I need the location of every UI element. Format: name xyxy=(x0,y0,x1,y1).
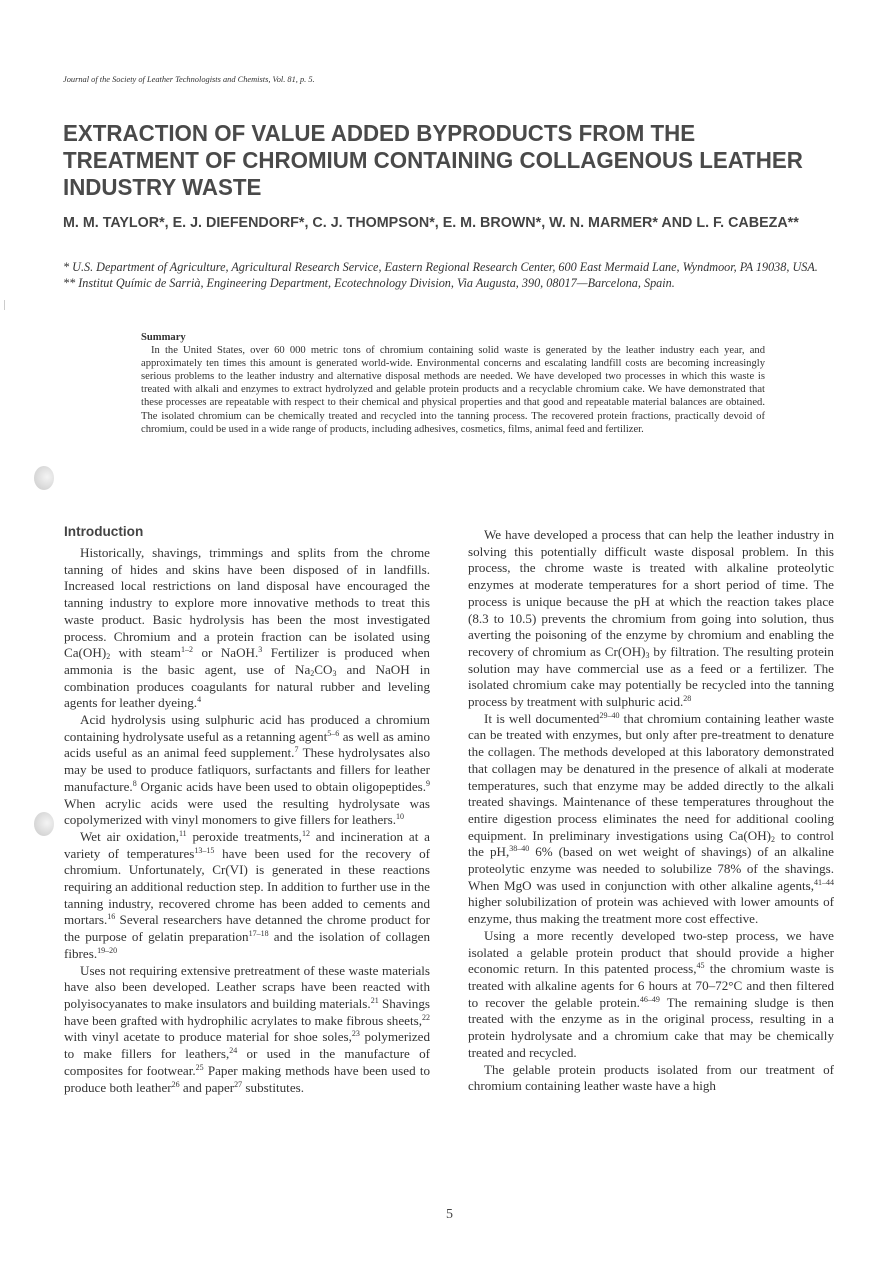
citation-superscript: 28 xyxy=(683,694,692,704)
citation-superscript: 46–49 xyxy=(639,994,660,1004)
paragraph: We have developed a process that can help the leather industry in solving this potentially difficult waste disposal problem. In this process, the chrome waste is treated with alkaline proteolytic enzymes at moderate temperatures for a short period of time. The process is unique because the pH at which the reaction takes place (8.3 to 10.5) prevents the chromium from going into solution, thus averting the poisoning of the enzyme by chromium and enabling the recovery of chromium as $Cr(OH)_3$ by filtration. The resulting protein solution may have commercial use as a feed or a fertilizer. The isolated chromium cake may potentially be recycled into the tanning process by treatment with sulphuric acid.$^{28}$ xyxy=(468,527,834,710)
citation-superscript: 8 xyxy=(132,778,137,788)
right-paragraphs xyxy=(468,527,834,1095)
subscript: 2 xyxy=(106,652,111,662)
summary-section xyxy=(141,331,765,436)
citation-superscript: 3 xyxy=(258,645,263,655)
citation-superscript: 22 xyxy=(422,1012,430,1022)
scan-edge-mark xyxy=(4,300,5,310)
citation-superscript: 16 xyxy=(107,912,116,922)
citation-superscript: 29–40 xyxy=(599,710,620,720)
paragraph: Using a more recently developed two-step process, we have isolated a gelable protein product that should provide a higher economic return. In this patented process,$^{45}$ the chromium waste is treated with alkaline agents for 6 hours at 70–72°C and then filtered to recover the gelable protein.$^{46-49}$ The remaining sludge is then treated with the enzyme as in the original process, resulting in a protein hydrolysate and a chromium cake that may be chemically treated and recycled. xyxy=(468,927,834,1060)
punch-hole-mark xyxy=(34,466,54,490)
citation-superscript: 4 xyxy=(197,695,202,705)
paragraph: It is well documented$^{29-40}$ that chromium containing leather waste can be treated with enzymes, but only after pre-treatment to denature the collagen. The methods developed at this laboratory demonstrated that collagen may be denatured in the presence of alkali at moderate temperatures, such that enzyme may be added directly to the alkali treated shavings. Maintenance of these temperatures throughout the entire digestion process eliminates the need for additional cooling equipment. In preliminary investigations using $Ca(OH)_2$ to control the pH,$^{38-40}$ 6% (based on wet weight of shavings) of an alkaline proteolytic enzyme was needed to solubilize 78% of the shavings. When MgO was used in conjunction with other alkaline agents,$^{41-44}$ higher solubilization of protein was achieved with lower amounts of enzyme, thus making the treatment more cost effective. xyxy=(468,710,834,927)
citation-superscript: 27 xyxy=(234,1079,243,1089)
citation-superscript: 23 xyxy=(351,1029,360,1039)
citation-superscript: 7 xyxy=(294,745,299,755)
left-column xyxy=(64,524,430,1096)
citation-superscript: 5–6 xyxy=(327,728,340,738)
citation-superscript: 24 xyxy=(229,1046,238,1056)
subscript: 3 xyxy=(332,668,337,678)
citation-superscript: 12 xyxy=(301,828,310,838)
subscript: 2 xyxy=(771,834,776,844)
subscript: 2 xyxy=(310,668,315,678)
subscript: 3 xyxy=(645,650,650,660)
paper-title: EXTRACTION OF VALUE ADDED BYPRODUCTS FROM THE TREATMENT OF CHROMIUM CONTAINING COLLAGENOUS LEATHER INDUSTRY WASTE xyxy=(63,120,803,200)
paragraph: The gelable protein products isolated from our treatment of chromium containing leather waste have a high xyxy=(468,1061,834,1094)
citation-superscript: 10 xyxy=(396,812,404,822)
introduction-heading: Introduction xyxy=(64,524,144,539)
paragraph: Wet air oxidation,$^{11}$ peroxide treatments,$^{12}$ and incineration at a variety of temperatures$^{13-15}$ have been used for the recovery of chromium. Unfortunately, Cr(VI) is generated in these reactions requiring an additional reduction step. In addition to further use in the tanning industry, recovered chrome has been added to cements and mortars.$^{16}$ Several researchers have detanned the chrome product for the purpose of gelatin preparation$^{17-18}$ and the isolation of collagen fibres.$^{19-20}$ xyxy=(64,828,430,961)
paragraph: Historically, shavings, trimmings and splits from the chrome tanning of hides and skins have been disposed of in landfills. Increased local restrictions on land disposal have encouraged the tanning industry to explore more innovative methods to treat this waste product. Basic hydrolysis has been the most investigated process. Chromium and a protein fraction can be isolated using $Ca(OH)_2$ with steam$^{1-2}$ or NaOH.$^3$ Fertilizer is produced when ammonia is the basic agent, use of $Na_2CO_3$ and NaOH in combination produces coagulants for natural rubber and leveling agents for leather dyeing.$^4$ xyxy=(64,545,430,711)
author-list: M. M. TAYLOR*, E. J. DIEFENDORF*, C. J. THOMPSON*, E. M. BROWN*, W. N. MARMER* AND L. F. CABEZA** xyxy=(63,215,799,231)
affiliations xyxy=(63,259,863,291)
citation-superscript: 13–15 xyxy=(194,845,215,855)
journal-header: Journal of the Society of Leather Technologists and Chemists, Vol. 81, p. 5. xyxy=(63,75,315,84)
citation-superscript: 45 xyxy=(696,961,705,971)
summary-heading: Summary xyxy=(141,332,186,343)
citation-superscript: 41–44 xyxy=(814,877,834,887)
citation-superscript: 25 xyxy=(195,1062,204,1072)
citation-superscript: 26 xyxy=(171,1079,180,1089)
affiliation-iqs: ** Institut Químic de Sarrià, Engineering Department, Ecotechnology Division, Via Augusta, 390, 08017—Barcelona, Spain. xyxy=(63,276,675,290)
left-paragraphs xyxy=(64,545,430,1096)
citation-superscript: 1–2 xyxy=(180,645,193,655)
citation-superscript: 11 xyxy=(178,828,187,838)
citation-superscript: 19–20 xyxy=(97,945,118,955)
citation-superscript: 9 xyxy=(426,778,430,788)
paragraph: Uses not requiring extensive pretreatment of these waste materials have also been developed. Leather scraps have been reacted with polyisocyanates to make insulators and building materials.$^{21}$ Shavings have been grafted with hydrophilic acrylates to make fibrous sheets,$^{22}$ with vinyl acetate to produce material for shoe soles,$^{23}$ polymerized to make fillers for leathers,$^{24}$ or used in the manufacture of composites for footwear.$^{25}$ Paper making methods have been used to produce both leather$^{26}$ and paper$^{27}$ substitutes. xyxy=(64,962,431,1095)
punch-hole-mark xyxy=(34,812,54,836)
paragraph: Acid hydrolysis using sulphuric acid has produced a chromium containing hydrolysate useful as a retanning agent$^{5-6}$ as well as amino acids useful as an animal feed supplement.$^7$ These hydrolysates also may be used to produce fatliquors, surfactants and fillers for leather manufacture.$^8$ Organic acids have been used to obtain oligopeptides.$^9$ When acrylic acids were used the resulting hydrolysate was copolymerized with vinyl monomers to give fillers for leathers.$^{10}$ xyxy=(64,712,430,828)
citation-superscript: 21 xyxy=(370,995,379,1005)
right-column xyxy=(468,527,834,1095)
page-number: 5 xyxy=(446,1207,453,1222)
summary-text: In the United States, over 60 000 metric tons of chromium containing solid waste is generated by the leather industry each year, and approximately ten times this amount is generated world-wide. Environmental concerns and escalating landfill costs are becoming increasingly serious problems to the leather industry and alternative disposal methods are needed. We have developed two processes in which this waste is treated with alkali and enzymes to extract hydrolyzed and gelable protein products and a recyclable chromium cake. We have demonstrated that these processes are repeatable with respect to their chemical and physical properties and that good and repeatable material balances are obtained. The isolated chromium can be chemically treated and recycled into the tanning process. The recovered protein fractions, practically devoid of chromium, could be used in a wide range of products, including adhesives, cosmetics, films, animal feed and fertilizer. xyxy=(141,345,765,435)
citation-superscript: 38–40 xyxy=(509,844,530,854)
affiliation-usda: * U.S. Department of Agriculture, Agricultural Research Service, Eastern Regional Research Center, 600 East Mermaid Lane, Wyndmoor, PA 19038, USA. xyxy=(63,260,818,274)
citation-superscript: 17–18 xyxy=(248,929,269,939)
